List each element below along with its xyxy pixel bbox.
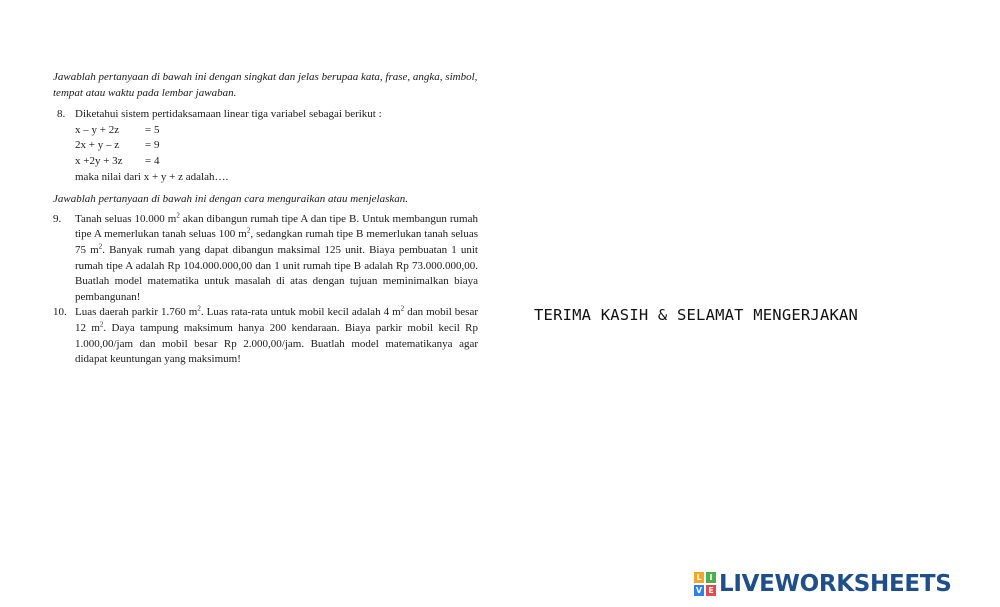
instruction-short-answer: Jawablah pertanyaan di bawah ini dengan singkat dan jelas berupaa kata, frase, angka, simbol, tempat atau waktu pada lembar jawaban.	[53, 71, 478, 99]
worksheet-content	[53, 70, 478, 368]
question-intro: Diketahui sistem pertidaksamaan linear tiga variabel sebagai berikut :	[75, 108, 382, 121]
question-number: 10.	[53, 306, 67, 319]
question-text	[75, 212, 478, 306]
text-part: Tanah seluas 10.000 m	[75, 212, 177, 225]
question-9	[53, 212, 478, 306]
equation-rhs: = 5	[145, 123, 160, 136]
text-part: akan dibangun rumah tipe A dan tipe B. Untuk membangun rumah tipe A memerlukan tanah seluas 100 m	[75, 212, 478, 241]
text-part: Luas daerah parkir 1.760 m	[75, 306, 198, 319]
liveworksheets-logo[interactable]	[694, 570, 951, 598]
equation-lhs: x – y + 2z	[75, 123, 120, 136]
text-part: . Banyak rumah yang dapat dibangun maksimal 125 unit. Biaya pembuatan 1 unit rumah tipe A adalah Rp 104.000.000,00 dan 1 unit rumah tipe B adalah Rp 73.000.000,00. Buatlah model matematika untuk masalah di atas dengan tujuan meminimalkan biaya pembangunan!	[75, 243, 478, 303]
question-text	[75, 305, 478, 367]
equation-rhs: = 4	[145, 154, 160, 167]
superscript: 2	[400, 304, 405, 313]
question-number: 9.	[53, 212, 62, 225]
logo-letter: L	[694, 572, 704, 583]
superscript: 2	[197, 304, 201, 313]
superscript: 2	[98, 242, 103, 251]
question-10	[53, 305, 478, 367]
text-part: . Luas rata-rata untuk mobil kecil adalah 4 m	[200, 306, 401, 319]
equation-rhs: = 9	[145, 139, 160, 152]
equation-lhs: 2x + y – z	[75, 139, 120, 152]
equation-row	[75, 154, 478, 170]
logo-letter: E	[706, 585, 716, 596]
logo-icon	[694, 572, 716, 596]
equation-row	[75, 138, 478, 154]
logo-letter: V	[695, 586, 703, 595]
question-8	[53, 107, 478, 185]
brand-name: LIVEWORKSHEETS	[719, 571, 952, 597]
equation-lhs: x +2y + 3z	[75, 154, 123, 167]
superscript: 2	[99, 320, 104, 329]
text-part: dan mobil besar 12 m	[75, 306, 479, 334]
instruction-essay: Jawablah pertanyaan di bawah ini dengan cara menguraikan atau menjelaskan.	[53, 193, 409, 206]
superscript: 2	[246, 226, 251, 235]
text-part: , sedangkan rumah tipe B memerlukan tanah seluas 75 m	[75, 228, 478, 256]
text-part: . Daya tampung maksimum hanya 200 kendaraan. Biaya parkir mobil kecil Rp 1.000,00/jam dan mobil besar Rp 2.000,00/jam. Buatlah model matematikanya agar didapat keuntungan yang maksimum!	[75, 321, 478, 366]
closing-message: TERIMA KASIH & SELAMAT MENGERJAKAN	[534, 306, 859, 324]
logo-letter: I	[706, 572, 716, 583]
question-text: maka nilai dari x + y + z adalah….	[75, 170, 229, 183]
equation-row	[75, 123, 478, 139]
superscript: 2	[176, 211, 180, 220]
question-number: 8.	[57, 108, 66, 121]
